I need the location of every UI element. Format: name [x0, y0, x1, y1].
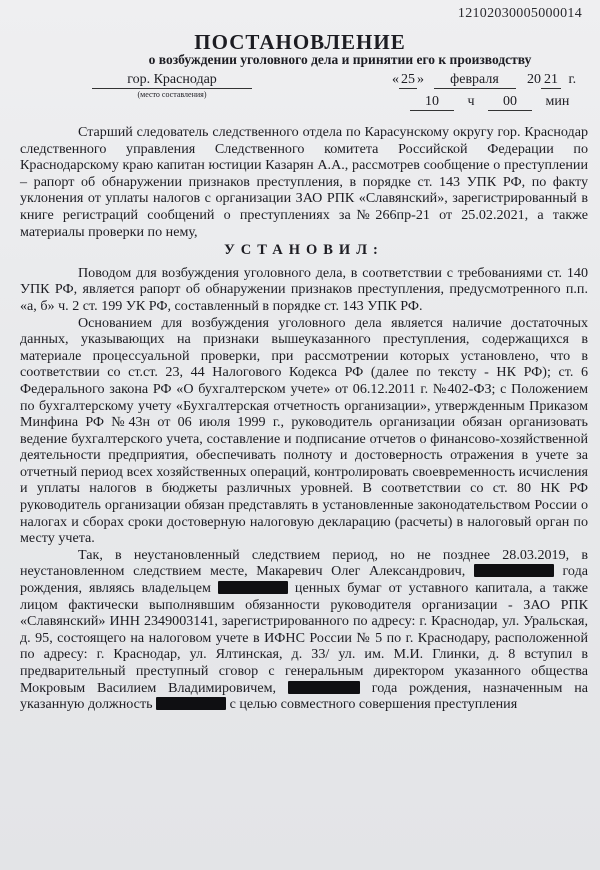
- facts-text-d: года рождения, назначенным на указанную должность: [20, 679, 589, 713]
- time-minutes: 00: [488, 94, 532, 111]
- paragraph-facts: [20, 547, 588, 713]
- intro-paragraph: Старший следователь следственного отдела по Карасунскому округу гор. Краснодар следственного управления Следственного комитета Российской Федерации по Краснодарскому краю капитан юстиции Казарян А.А., рассмотрев сообщение о преступлении – рапорт об обнаружении признаков преступления, в порядке ст. 143 УПК РФ, по факту уклонения от уплаты налогов с организации ЗАО РПК «Славянский», зарегистрированный в книге регистраций сообщений о преступлениях за№266пр-21 от 25.02.2021, а также материалы проверки по нему,: [20, 124, 588, 240]
- date-year-word: г.: [568, 72, 577, 87]
- facts-text-a: Так, в неустановленный следствием период, но не позднее 28.03.2019, в неустановленном следствием месте, Макаревич Олег Александрович,: [20, 546, 588, 580]
- date-day: 25: [401, 72, 415, 87]
- facts-text-e: с целью совместного совершения преступления: [229, 696, 518, 713]
- date-year-prefix: 20: [527, 72, 541, 87]
- facts-text-c: ценных бумаг от уставного капитала, а также лицом фактически выполнявшим обязанности руководителя организации - ЗАО РПК «Славянский» ИНН 2349003141, зарегистрированного по адресу: г. Краснодар, ул. Уральская, д. 95, состоящего на налоговом учете в ИФНС России № 5 по г. Краснодару, расположенной по адресу: г. Краснодар, ул. Ялтинская, д. 33/ ул. им. М.И. Глинки, д. 8 вступил в предварительный преступный сговор с генеральным директором указанного общества Мокровым Василием Владимировичем,: [20, 580, 588, 696]
- section-heading: УСТАНОВИЛ:: [224, 242, 384, 259]
- document-body: [20, 124, 588, 713]
- redacted-block: [288, 681, 360, 694]
- document-subtitle: о возбуждении уголовного дела и принятии его к производству: [148, 52, 532, 67]
- redacted-block: [474, 564, 554, 577]
- redacted-block: [218, 581, 288, 594]
- document-number: 12102030005000014: [457, 6, 582, 21]
- time-hours: 10: [410, 94, 454, 111]
- time-hours-unit: ч: [467, 94, 475, 109]
- date-month: февраля: [434, 72, 516, 89]
- date-year-suffix: 21: [541, 72, 561, 89]
- document-time: [410, 94, 595, 111]
- place-caption: (место составления): [137, 90, 207, 99]
- date-close-quote: »: [417, 72, 424, 87]
- redacted-block: [156, 697, 226, 710]
- facts-text-b: года рождения, являясь владельцем: [20, 563, 588, 597]
- paragraph-basis: Основанием для возбуждения уголовного дела является наличие достаточных данных, указывающих на признаки вышеуказанного преступления, содержащихся в материале процессуальной проверки, при рассмотрении которых установлено, что в соответствии со ст.ст. 23, 44 Налогового Кодекса РФ (далее по тексту - НК РФ); ст. 6 Федерального закона РФ «О бухгалтерском учете» от 06.12.2011 г. №402-ФЗ; с Положением по бухгалтерскому учету «Бухгалтерская отчетность организации», утвержденным Приказом Минфина РФ №43н от 06 июля 1999 г., руководитель организации обязан организовать ведение бухгалтерского учета, составление и подписание отчетов о финансово-хозяйственной деятельности предприятия, обеспечивать полноту и достоверность отражения в учете за отчетный период всех хозяйственных операций, контролировать своевременность исчисления и уплаты налогов в бюджеты различных уровней. В соответствии со ст. 80 НК РФ руководитель организации обязан представлять в установленные законодательством России о налогах и сборах сроки достоверную налоговую декларацию (расчеты) в налоговый орган по месту учета.: [20, 314, 588, 547]
- date-open-quote: «: [392, 72, 399, 87]
- place-of-compilation: гор. Краснодар: [92, 72, 252, 89]
- paragraph-grounds: Поводом для возбуждения уголовного дела, в соответствии с требованиями ст. 140 УПК РФ, является рапорт об обнаружении признаков преступления, предусмотренного п.п. «а, б» ч. 2 ст. 199 УК РФ, составленный в порядке ст. 143 УПК РФ.: [20, 264, 588, 314]
- document-date: [392, 72, 592, 89]
- document-title: ПОСТАНОВЛЕНИЕ: [194, 30, 406, 54]
- time-minutes-unit: мин: [545, 94, 570, 109]
